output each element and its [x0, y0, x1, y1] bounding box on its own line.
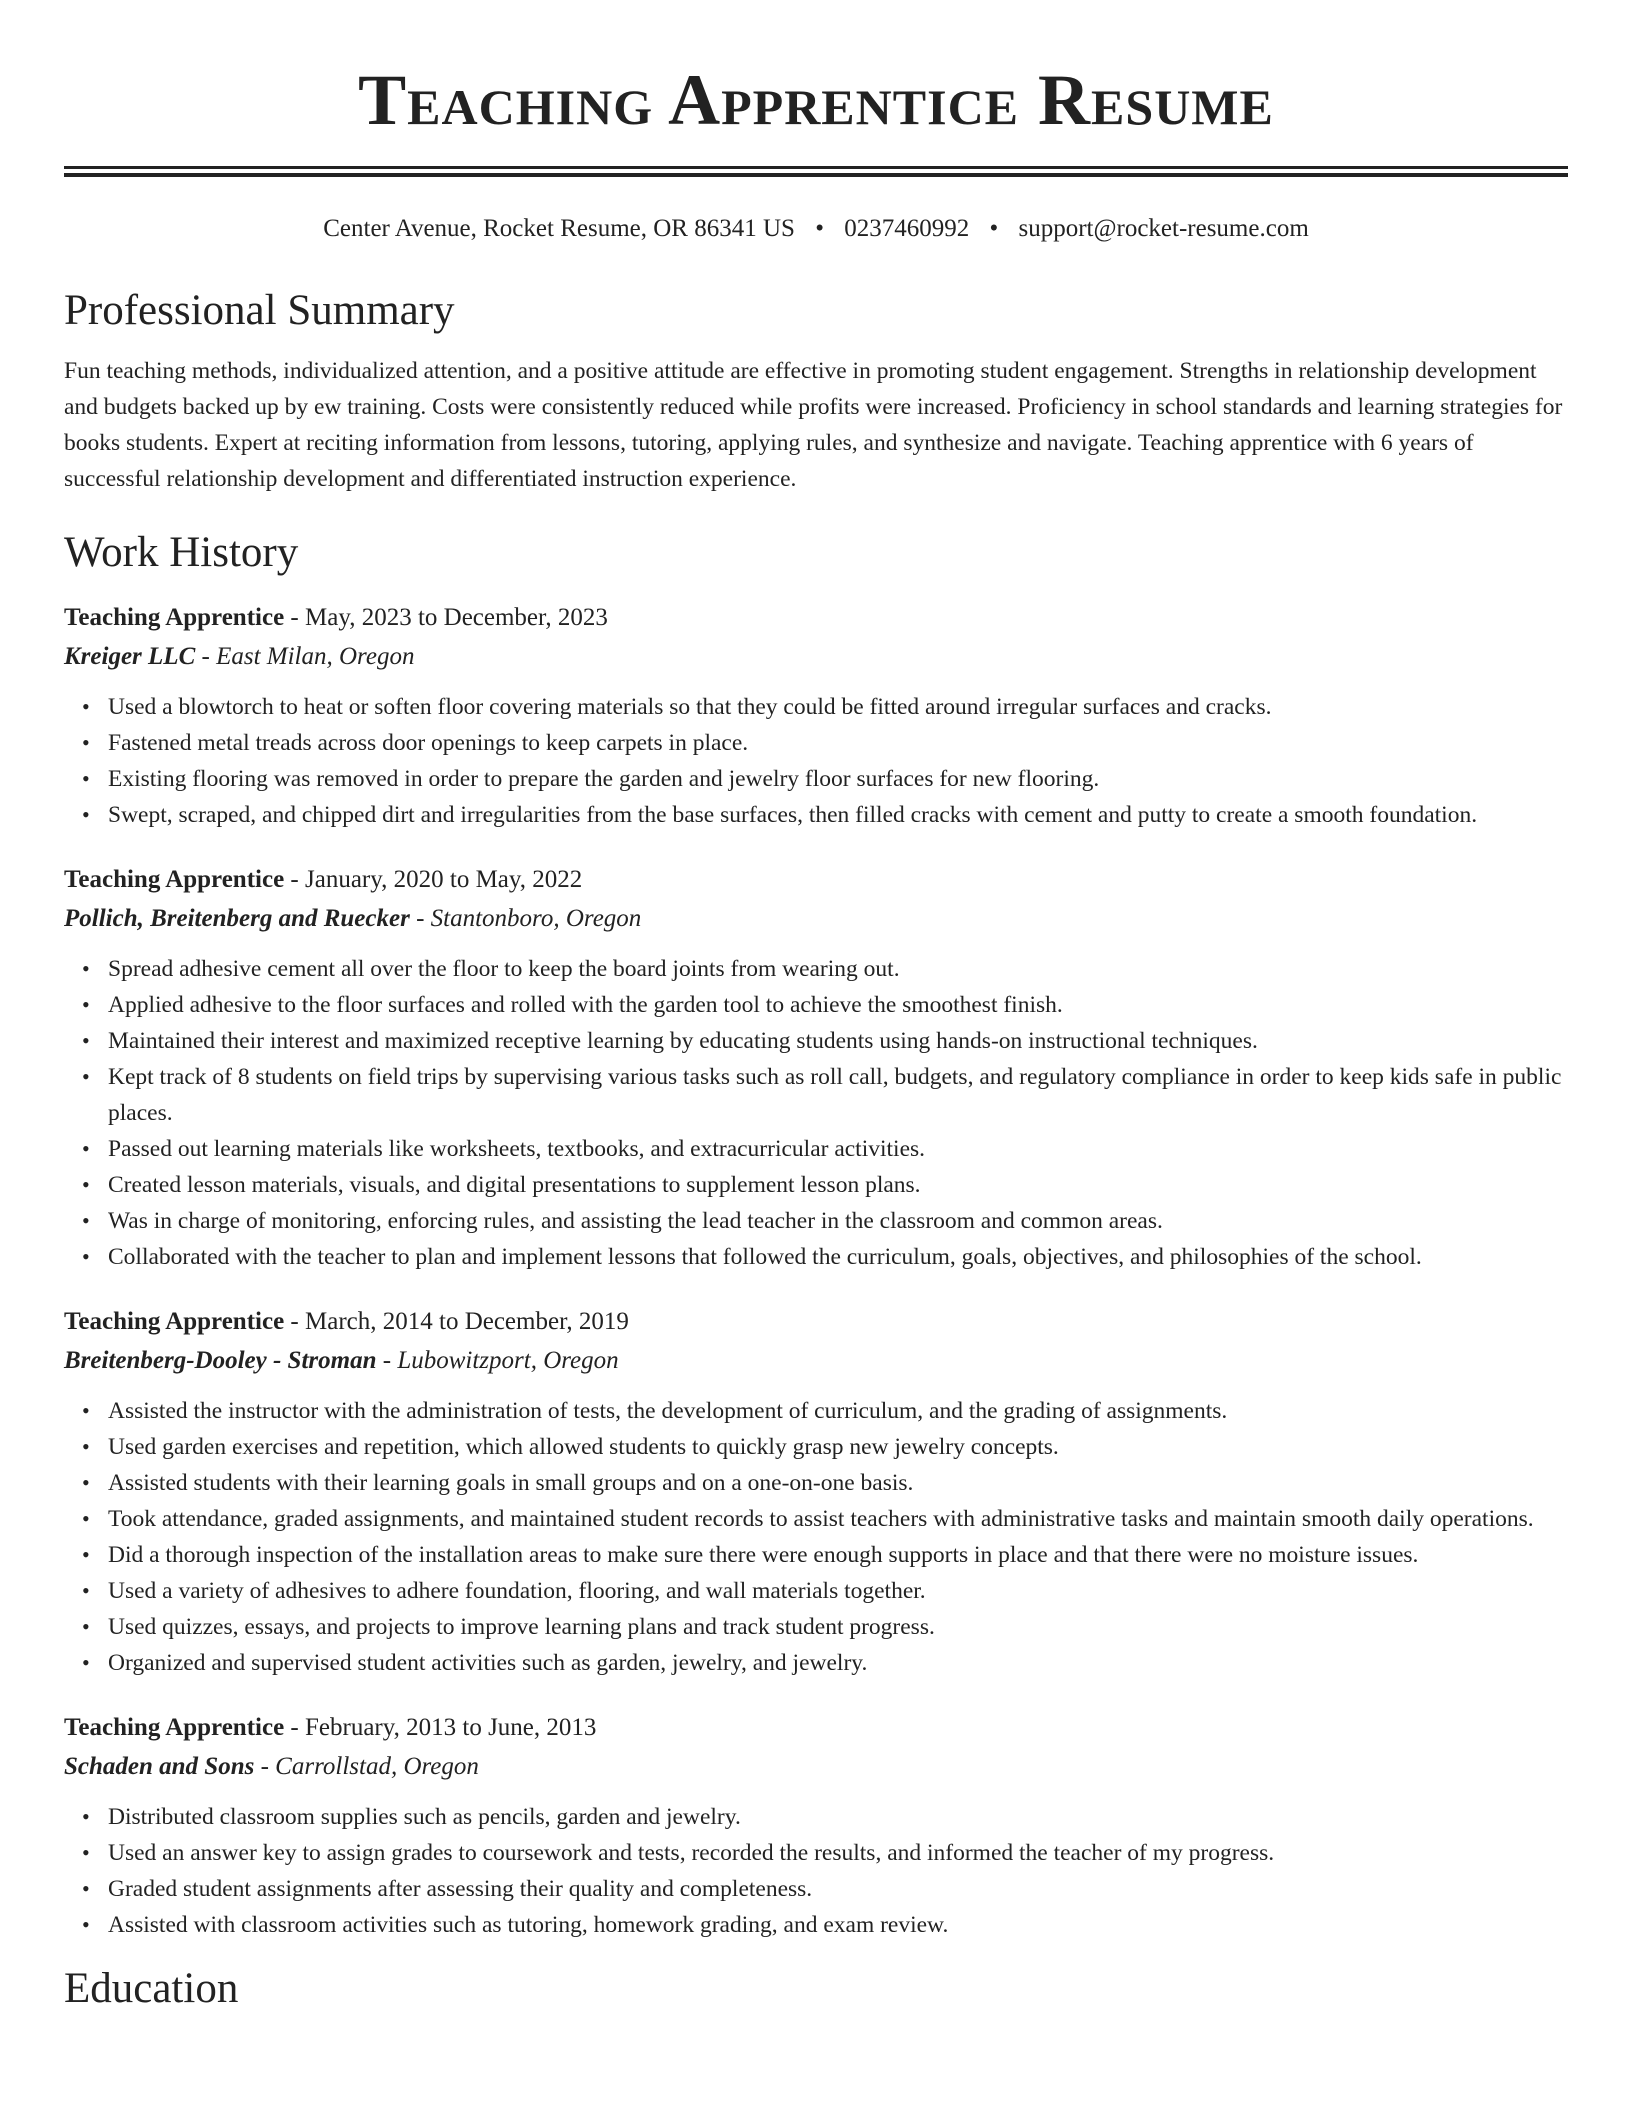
bullet-dot: •: [82, 1208, 90, 1233]
job-company-line: [64, 899, 1568, 939]
job-title: Teaching Apprentice: [64, 866, 285, 893]
job-bullet: [82, 951, 1568, 987]
job-bullet-text: Assisted students with their learning goals in small groups and on a one-on-one basis.: [108, 1470, 914, 1496]
job-dates: - February, 2013 to June, 2013: [284, 1714, 597, 1741]
job-bullet: [82, 1023, 1568, 1059]
job-company-line: [64, 1747, 1568, 1787]
bullet-dot: •: [82, 694, 90, 719]
job-bullet: [82, 1393, 1568, 1429]
job-bullet: [82, 1501, 1568, 1537]
job-company: Breitenberg-Dooley - Stroman: [64, 1347, 377, 1374]
job-bullet-text: Graded student assignments after assessing their quality and completeness.: [108, 1876, 813, 1902]
job-bullet-text: Existing flooring was removed in order to prepare the garden and jewelry floor surfaces for new flooring.: [108, 766, 1100, 792]
bullet-dot: •: [82, 1614, 90, 1639]
title-divider: [64, 166, 1568, 177]
resume-title: Teaching Apprentice Resume: [358, 60, 1274, 140]
job-dates: - May, 2023 to December, 2023: [284, 604, 608, 631]
contact-email: support@rocket-resume.com: [1018, 215, 1309, 242]
work-history-heading: Work History: [64, 529, 299, 576]
job-company: Pollich, Breitenberg and Ruecker: [64, 905, 410, 932]
job-bullet: [82, 1871, 1568, 1907]
job-dates: - March, 2014 to December, 2019: [284, 1308, 629, 1335]
bullet-dot: •: [82, 802, 90, 827]
job-location: - Lubowitzport, Oregon: [376, 1347, 619, 1374]
job-bullet-text: Fastened metal treads across door openings to keep carpets in place.: [108, 730, 749, 756]
job-bullet-text: Used quizzes, essays, and projects to improve learning plans and track student progress.: [108, 1614, 935, 1640]
job-bullet: [82, 1799, 1568, 1835]
job-bullet: [82, 1239, 1568, 1275]
job-title-line: [64, 599, 1568, 637]
bullet-dot: •: [82, 1578, 90, 1603]
job-bullet: [82, 1167, 1568, 1203]
bullet-dot: •: [82, 1064, 90, 1089]
job-bullet: [82, 797, 1568, 833]
bullet-dot: •: [82, 956, 90, 981]
job-entry: [64, 1303, 1568, 1681]
work-history-list: [64, 599, 1568, 1943]
job-entry: [64, 599, 1568, 833]
job-bullet: [82, 1429, 1568, 1465]
bullet-dot: •: [82, 1136, 90, 1161]
bullet-dot: •: [82, 1876, 90, 1901]
job-title: Teaching Apprentice: [64, 1714, 285, 1741]
job-bullet-text: Collaborated with the teacher to plan and implement lessons that followed the curriculum, goals, objectives, and philosophies of the school.: [108, 1244, 1422, 1270]
bullet-dot: •: [82, 766, 90, 791]
bullet-dot: •: [82, 1650, 90, 1675]
job-bullet-text: Applied adhesive to the floor surfaces and rolled with the garden tool to achieve the smoothest finish.: [108, 992, 1063, 1018]
bullet-dot: •: [82, 1398, 90, 1423]
job-bullet: [82, 1645, 1568, 1681]
job-bullet: [82, 761, 1568, 797]
bullet-dot: •: [82, 992, 90, 1017]
bullet-dot: •: [82, 1028, 90, 1053]
bullet-dot: •: [82, 1244, 90, 1269]
job-bullets: [64, 689, 1568, 833]
job-bullets: [64, 951, 1568, 1275]
job-company-line: [64, 1341, 1568, 1381]
job-bullet: [82, 1465, 1568, 1501]
bullet-dot: •: [82, 1912, 90, 1937]
contact-separator: •: [815, 215, 824, 242]
job-bullet-text: Distributed classroom supplies such as pencils, garden and jewelry.: [108, 1804, 741, 1830]
job-company: Schaden and Sons: [64, 1753, 255, 1780]
job-title-line: [64, 1709, 1568, 1747]
job-bullet-text: Spread adhesive cement all over the floor to keep the board joints from wearing out.: [108, 956, 900, 982]
job-bullet-text: Was in charge of monitoring, enforcing rules, and assisting the lead teacher in the classroom and common areas.: [108, 1208, 1163, 1234]
job-title: Teaching Apprentice: [64, 604, 285, 631]
job-title: Teaching Apprentice: [64, 1308, 285, 1335]
bullet-dot: •: [82, 1470, 90, 1495]
bullet-dot: •: [82, 1804, 90, 1829]
job-bullet: [82, 1835, 1568, 1871]
job-bullet-text: Swept, scraped, and chipped dirt and irregularities from the base surfaces, then filled cracks with cement and putty to create a smooth foundation.: [108, 802, 1478, 828]
job-bullet-text: Assisted with classroom activities such as tutoring, homework grading, and exam review.: [108, 1912, 949, 1938]
bullet-dot: •: [82, 1840, 90, 1865]
job-company: Kreiger LLC: [64, 643, 196, 670]
professional-summary-text: Fun teaching methods, individualized attention, and a positive attitude are effective in promoting student engagement. Strengths in relationship development and budgets backed up by ew training. Costs were consistently reduced while profits were increased. Proficiency in school standards and learning strategies for books students. Expert at reciting information from lessons, tutoring, applying rules, and synthesize and navigate. Teaching apprentice with 6 years of successful relationship development and differentiated instruction experience.: [64, 358, 1563, 492]
job-bullet-text: Used garden exercises and repetition, which allowed students to quickly grasp new jewelry concepts.: [108, 1434, 1059, 1460]
job-bullet-text: Used an answer key to assign grades to coursework and tests, recorded the results, and informed the teacher of my progress.: [108, 1840, 1275, 1866]
job-bullet: [82, 1203, 1568, 1239]
bullet-dot: •: [82, 1434, 90, 1459]
job-bullet-text: Kept track of 8 students on field trips by supervising various tasks such as roll call, budgets, and regulatory compliance in order to keep kids safe in public places.: [108, 1064, 1562, 1126]
contact-address: Center Avenue, Rocket Resume, OR 86341 US: [323, 215, 795, 242]
job-bullet: [82, 689, 1568, 725]
job-bullet: [82, 1907, 1568, 1943]
job-location: - East Milan, Oregon: [195, 643, 415, 670]
job-bullet-text: Used a blowtorch to heat or soften floor covering materials so that they could be fitted around irregular surfaces and cracks.: [108, 694, 1272, 720]
job-entry: [64, 1709, 1568, 1943]
job-location: - Stantonboro, Oregon: [409, 905, 642, 932]
job-bullets: [64, 1393, 1568, 1681]
bullet-dot: •: [82, 730, 90, 755]
job-bullet: [82, 987, 1568, 1023]
job-bullet: [82, 1609, 1568, 1645]
bullet-dot: •: [82, 1172, 90, 1197]
contact-phone: 0237460992: [844, 215, 970, 242]
contact-line: [64, 213, 1568, 245]
professional-summary-heading: Professional Summary: [64, 287, 455, 334]
bullet-dot: •: [82, 1506, 90, 1531]
job-bullet-text: Created lesson materials, visuals, and digital presentations to supplement lesson plans.: [108, 1172, 921, 1198]
job-entry: [64, 861, 1568, 1275]
job-dates: - January, 2020 to May, 2022: [284, 866, 583, 893]
education-heading: Education: [64, 1965, 239, 2012]
job-bullet: [82, 1537, 1568, 1573]
job-bullet-text: Took attendance, graded assignments, and maintained student records to assist teachers with administrative tasks and maintain smooth daily operations.: [108, 1506, 1534, 1532]
job-bullet-text: Used a variety of adhesives to adhere foundation, flooring, and wall materials together.: [108, 1578, 926, 1604]
job-bullets: [64, 1799, 1568, 1943]
job-bullet-text: Did a thorough inspection of the installation areas to make sure there were enough supports in place and that there were no moisture issues.: [108, 1542, 1419, 1568]
job-bullet-text: Assisted the instructor with the administration of tests, the development of curriculum, and the grading of assignments.: [108, 1398, 1228, 1424]
job-company-line: [64, 637, 1568, 677]
contact-separator: •: [989, 215, 999, 242]
job-bullet: [82, 1059, 1568, 1131]
job-bullet: [82, 725, 1568, 761]
job-bullet: [82, 1131, 1568, 1167]
job-bullet-text: Passed out learning materials like worksheets, textbooks, and extracurricular activities.: [108, 1136, 926, 1162]
job-title-line: [64, 1303, 1568, 1341]
job-location: - Carrollstad, Oregon: [254, 1753, 479, 1780]
bullet-dot: •: [82, 1542, 90, 1567]
job-bullet: [82, 1573, 1568, 1609]
job-bullet-text: Maintained their interest and maximized receptive learning by educating students using hands-on instructional techniques.: [108, 1028, 1258, 1054]
job-bullet-text: Organized and supervised student activities such as garden, jewelry, and jewelry.: [108, 1650, 868, 1676]
job-title-line: [64, 861, 1568, 899]
